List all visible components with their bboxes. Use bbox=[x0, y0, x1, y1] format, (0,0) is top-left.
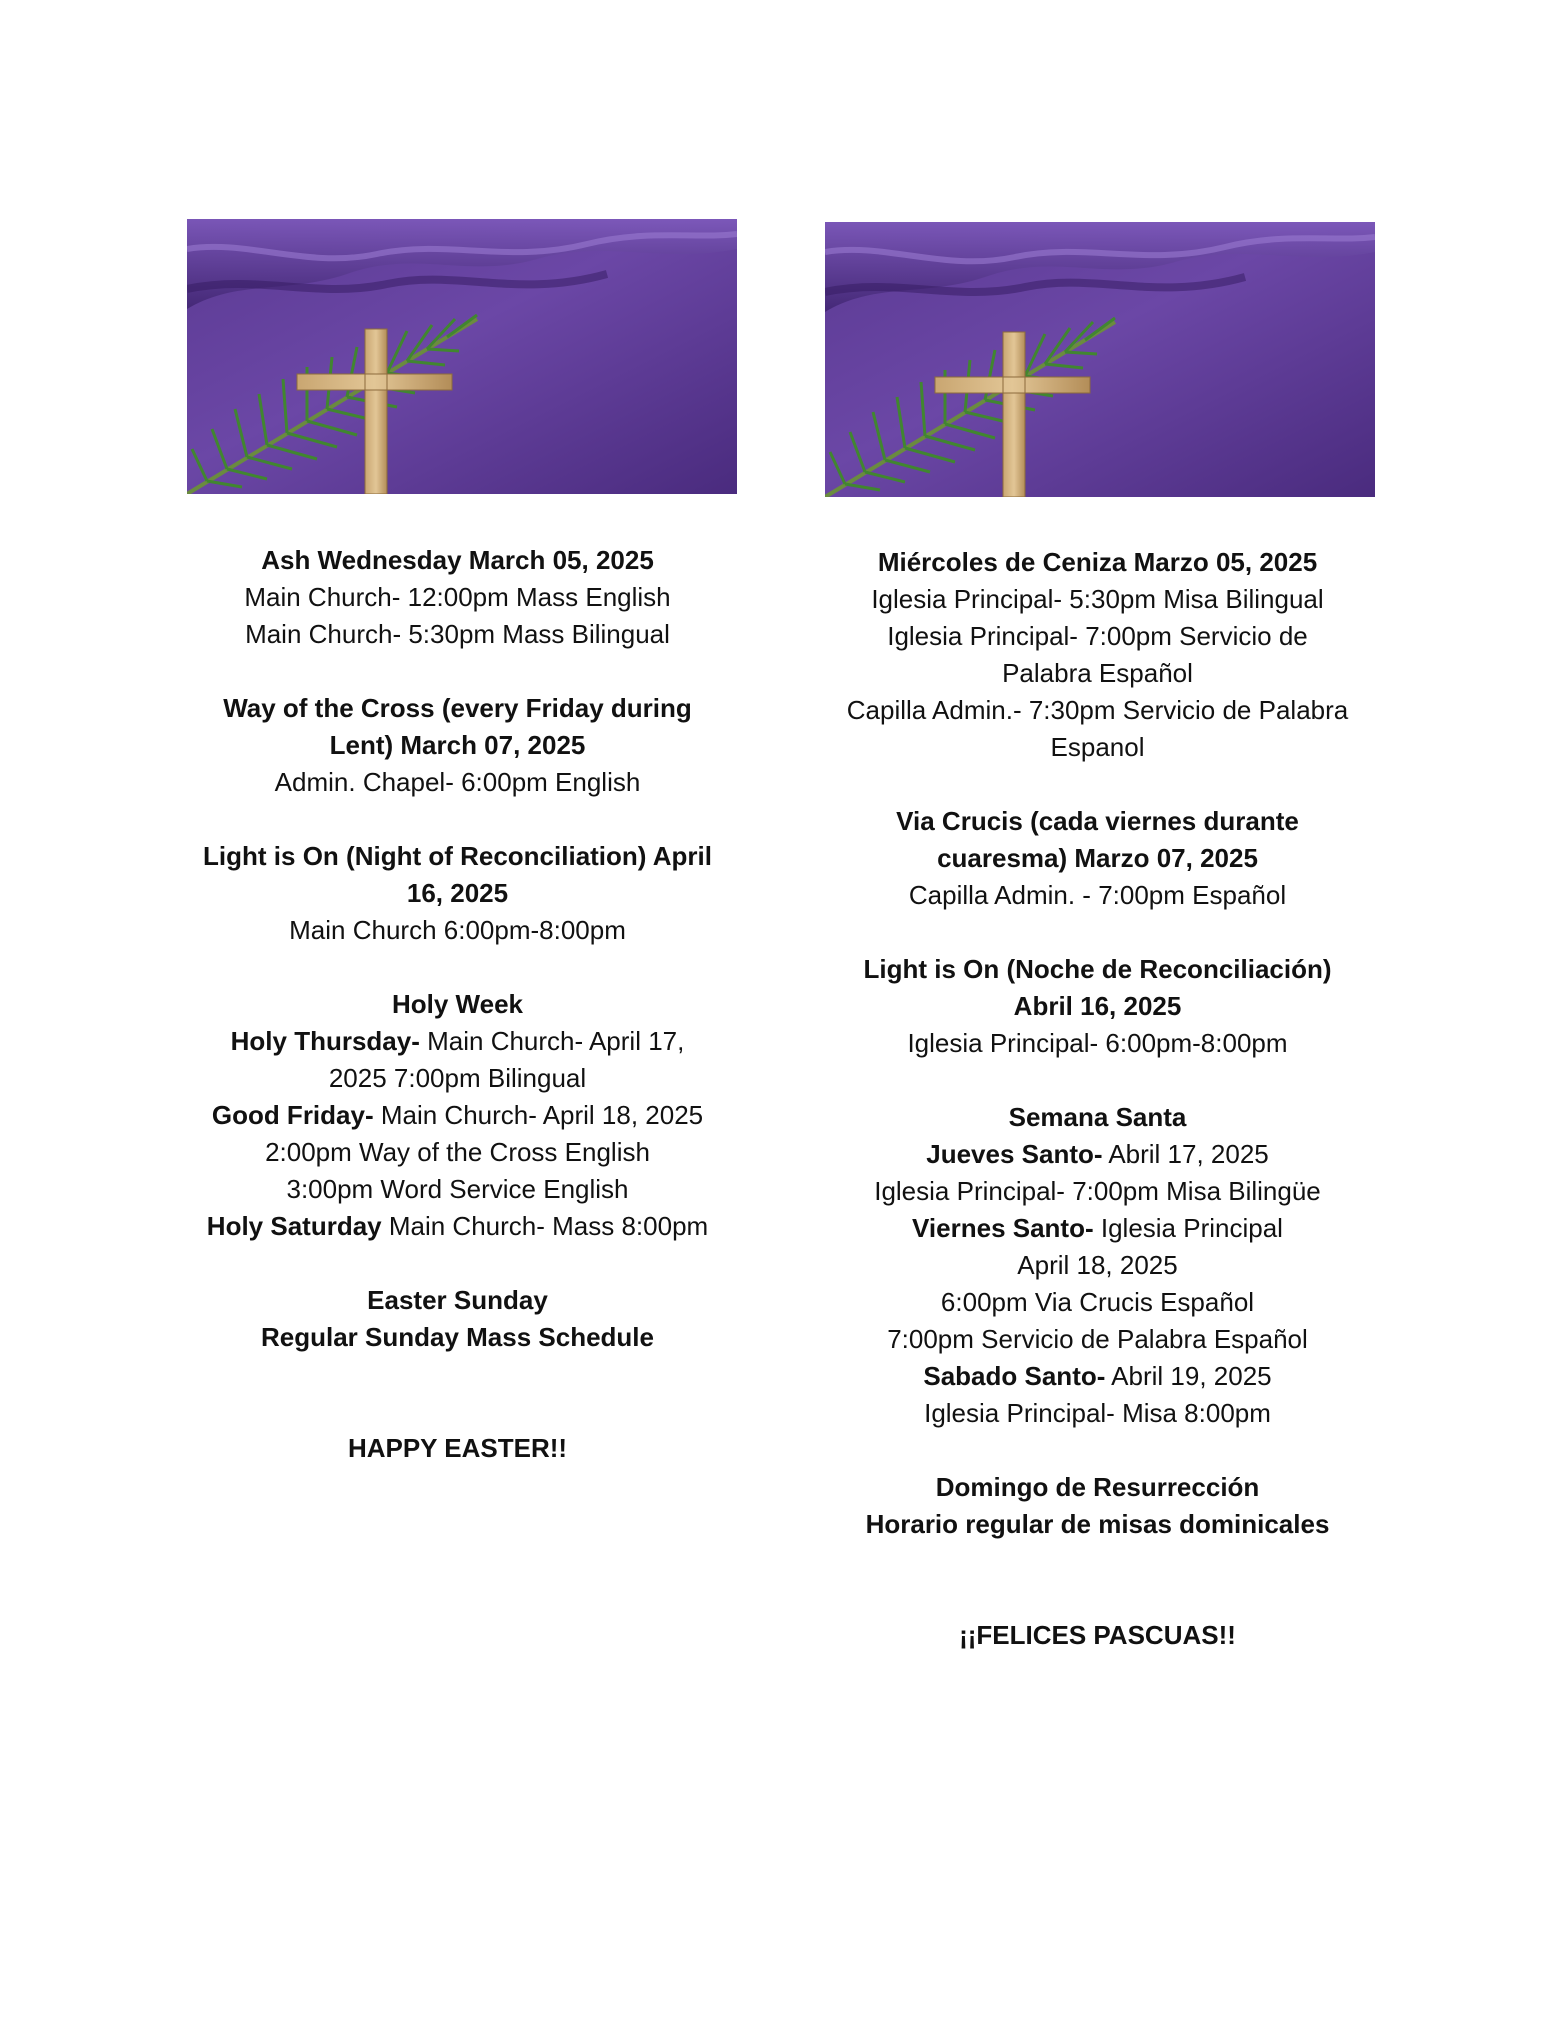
miercoles-ceniza-title: Miércoles de Ceniza Marzo 05, 2025 bbox=[877, 547, 1318, 577]
ash-wednesday-line: Main Church- 5:30pm Mass Bilingual bbox=[245, 619, 670, 649]
lent-banner-image bbox=[187, 219, 737, 494]
way-of-cross-line: Admin. Chapel- 6:00pm English bbox=[274, 767, 641, 797]
holy-saturday-line bbox=[185, 1208, 730, 1245]
ash-wednesday-line: Main Church- 12:00pm Mass English bbox=[244, 582, 671, 612]
easter-sunday-line: Regular Sunday Mass Schedule bbox=[260, 1322, 654, 1352]
miercoles-ceniza-line: Capilla Admin.- 7:30pm Servicio de Palabra bbox=[846, 695, 1349, 725]
jueves-santo-label: Jueves Santo- bbox=[926, 1139, 1103, 1169]
sabado-santo-text: Abril 19, 2025 bbox=[1105, 1361, 1272, 1391]
felices-pascuas-closing: ¡¡FELICES PASCUAS!! bbox=[959, 1620, 1236, 1650]
miercoles-ceniza-line: Iglesia Principal- 5:30pm Misa Bilingual bbox=[871, 584, 1324, 614]
jueves-santo-text: Abril 17, 2025 bbox=[1102, 1139, 1269, 1169]
lent-banner-image bbox=[825, 222, 1375, 497]
good-friday-line: 2:00pm Way of the Cross English bbox=[265, 1137, 650, 1167]
light-is-on-title: Light is On (Noche de Reconciliación) bbox=[863, 954, 1332, 984]
light-is-on-line: Main Church 6:00pm-8:00pm bbox=[289, 915, 626, 945]
good-friday-label: Good Friday- bbox=[211, 1100, 374, 1130]
via-crucis-title: Via Crucis (cada viernes durante bbox=[896, 806, 1299, 836]
viernes-santo-line: April 18, 2025 bbox=[1017, 1250, 1178, 1280]
via-crucis-line: Capilla Admin. - 7:00pm Español bbox=[908, 880, 1287, 910]
english-schedule bbox=[185, 542, 730, 1467]
ash-wednesday-title: Ash Wednesday March 05, 2025 bbox=[261, 545, 654, 575]
holy-saturday-text: Main Church- Mass 8:00pm bbox=[381, 1211, 709, 1241]
good-friday-line: 3:00pm Word Service English bbox=[286, 1174, 629, 1204]
spanish-schedule bbox=[825, 544, 1370, 1654]
holy-thursday-line bbox=[185, 1023, 730, 1060]
miercoles-ceniza-line: Espanol bbox=[1050, 732, 1145, 762]
viernes-santo-line bbox=[825, 1210, 1370, 1247]
way-of-cross-title: Lent) March 07, 2025 bbox=[329, 730, 586, 760]
via-crucis-title: cuaresma) Marzo 07, 2025 bbox=[937, 843, 1258, 873]
domingo-resurreccion-line: Horario regular de misas dominicales bbox=[865, 1509, 1330, 1539]
miercoles-ceniza-line: Palabra Español bbox=[1002, 658, 1193, 688]
sabado-santo-label: Sabado Santo- bbox=[923, 1361, 1106, 1391]
good-friday-line bbox=[185, 1097, 730, 1134]
holy-thursday-label: Holy Thursday- bbox=[230, 1026, 420, 1056]
cross-palm-image bbox=[187, 219, 737, 494]
holy-thursday-line: 2025 7:00pm Bilingual bbox=[328, 1063, 587, 1093]
holy-saturday-label: Holy Saturday bbox=[206, 1211, 382, 1241]
way-of-cross-title: Way of the Cross (every Friday during bbox=[223, 693, 692, 723]
viernes-santo-text: Iglesia Principal bbox=[1093, 1213, 1283, 1243]
jueves-santo-line: Iglesia Principal- 7:00pm Misa Bilingüe bbox=[874, 1176, 1321, 1206]
holy-week-title: Holy Week bbox=[391, 989, 523, 1019]
viernes-santo-label: Viernes Santo- bbox=[912, 1213, 1094, 1243]
light-is-on-title: Abril 16, 2025 bbox=[1013, 991, 1182, 1021]
light-is-on-title: Light is On (Night of Reconciliation) April bbox=[203, 841, 712, 871]
happy-easter-closing: HAPPY EASTER!! bbox=[347, 1433, 568, 1463]
miercoles-ceniza-line: Iglesia Principal- 7:00pm Servicio de bbox=[887, 621, 1308, 651]
viernes-santo-line: 6:00pm Via Crucis Español bbox=[940, 1287, 1255, 1317]
light-is-on-title: 16, 2025 bbox=[406, 878, 509, 908]
holy-thursday-text: Main Church- April 17, bbox=[419, 1026, 685, 1056]
easter-sunday-title: Easter Sunday bbox=[367, 1285, 548, 1315]
sabado-santo-line: Iglesia Principal- Misa 8:00pm bbox=[924, 1398, 1271, 1428]
light-is-on-line: Iglesia Principal- 6:00pm-8:00pm bbox=[907, 1028, 1288, 1058]
cross-palm-image bbox=[825, 222, 1375, 497]
viernes-santo-line: 7:00pm Servicio de Palabra Español bbox=[887, 1324, 1308, 1354]
sabado-santo-line bbox=[825, 1358, 1370, 1395]
jueves-santo-line bbox=[825, 1136, 1370, 1173]
good-friday-text: Main Church- April 18, 2025 bbox=[373, 1100, 704, 1130]
semana-santa-title: Semana Santa bbox=[1008, 1102, 1187, 1132]
domingo-resurreccion-title: Domingo de Resurrección bbox=[935, 1472, 1260, 1502]
